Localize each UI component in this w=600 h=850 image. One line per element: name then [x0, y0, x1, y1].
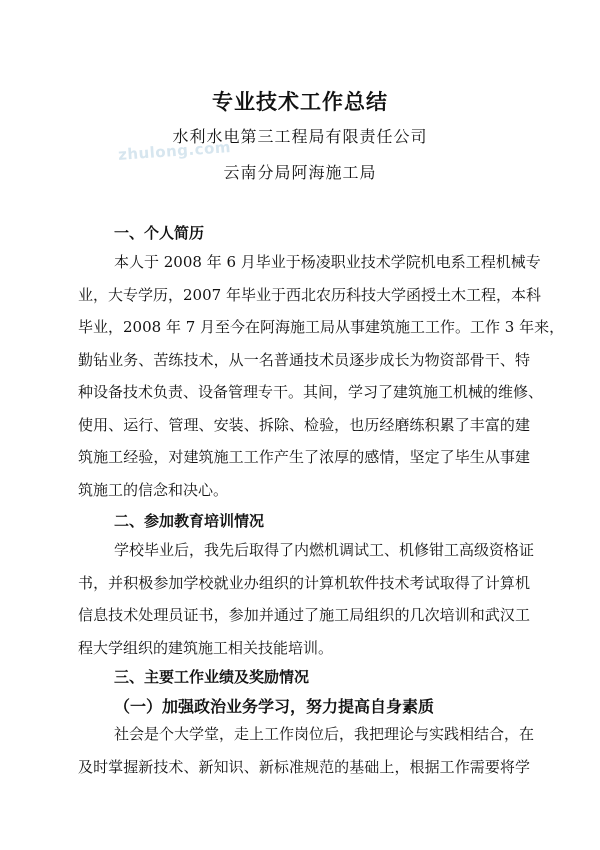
section-paragraph-resume — [78, 246, 565, 506]
organization-name: 水利水电第三工程局有限责任公司 — [172, 127, 428, 146]
paragraph-line: 种设备技术负责、设备管理专干。其间，学习了建筑施工机械的维修、 — [78, 383, 544, 401]
section-heading-achievements: 三、主要工作业绩及奖励情况 — [114, 668, 310, 686]
paragraph-line: 筑施工经验，对建筑施工工作产生了浓厚的感情，坚定了毕生从事建 — [78, 448, 530, 466]
paragraph-line: 信息技术处理员证书，参加并通过了施工局组织的几次培训和武汉工 — [78, 606, 530, 624]
section-heading-resume: 一、个人简历 — [114, 224, 205, 242]
watermark: zhulong.com — [117, 138, 232, 164]
document-title: 专业技术工作总结 — [212, 89, 388, 114]
paragraph-line: 学校毕业后，我先后取得了内燃机调试工、机修钳工高级资格证 — [114, 541, 535, 559]
paragraph-line: 筑施工的信念和决心。 — [78, 480, 229, 499]
paragraph-line: 使用、运行、管理、安装、拆除、检验，也历经磨练积累了丰富的建 — [78, 415, 530, 434]
section-paragraph-training — [78, 534, 535, 664]
department-name: 云南分局阿海施工局 — [223, 163, 377, 182]
paragraph-line: 本人于 2008 年 6 月毕业于杨凌职业技术学院机电系工程机械专 — [114, 253, 541, 271]
section-heading-training: 二、参加教育培训情况 — [114, 512, 265, 530]
paragraph-line: 业，大专学历，2007 年毕业于西北农历科技大学函授土木工程，本科 — [78, 285, 541, 304]
paragraph-line: 程大学组织的建筑施工相关技能培训。 — [78, 638, 334, 657]
paragraph-line: 毕业，2008 年 7 月至今在阿海施工局从事建筑施工工作。工作 3 年来， — [78, 318, 565, 336]
paragraph-line: 勤钻业务、苦练技术，从一名普通技术员逐步成长为物资部骨干、特 — [78, 350, 530, 369]
paragraph-line: 社会是个大学堂，走上工作岗位后，我把理论与实践相结合，在 — [114, 725, 535, 743]
subsection-heading-study: （一）加强政治业务学习，努力提高自身素质 — [114, 697, 435, 716]
paragraph-line: 书，并积极参加学校就业办组织的计算机软件技术考试取得了计算机 — [78, 573, 530, 592]
section-paragraph-study — [78, 718, 535, 783]
paragraph-line: 及时掌握新技术、新知识、新标准规范的基础上，根据工作需要将学 — [78, 757, 530, 776]
